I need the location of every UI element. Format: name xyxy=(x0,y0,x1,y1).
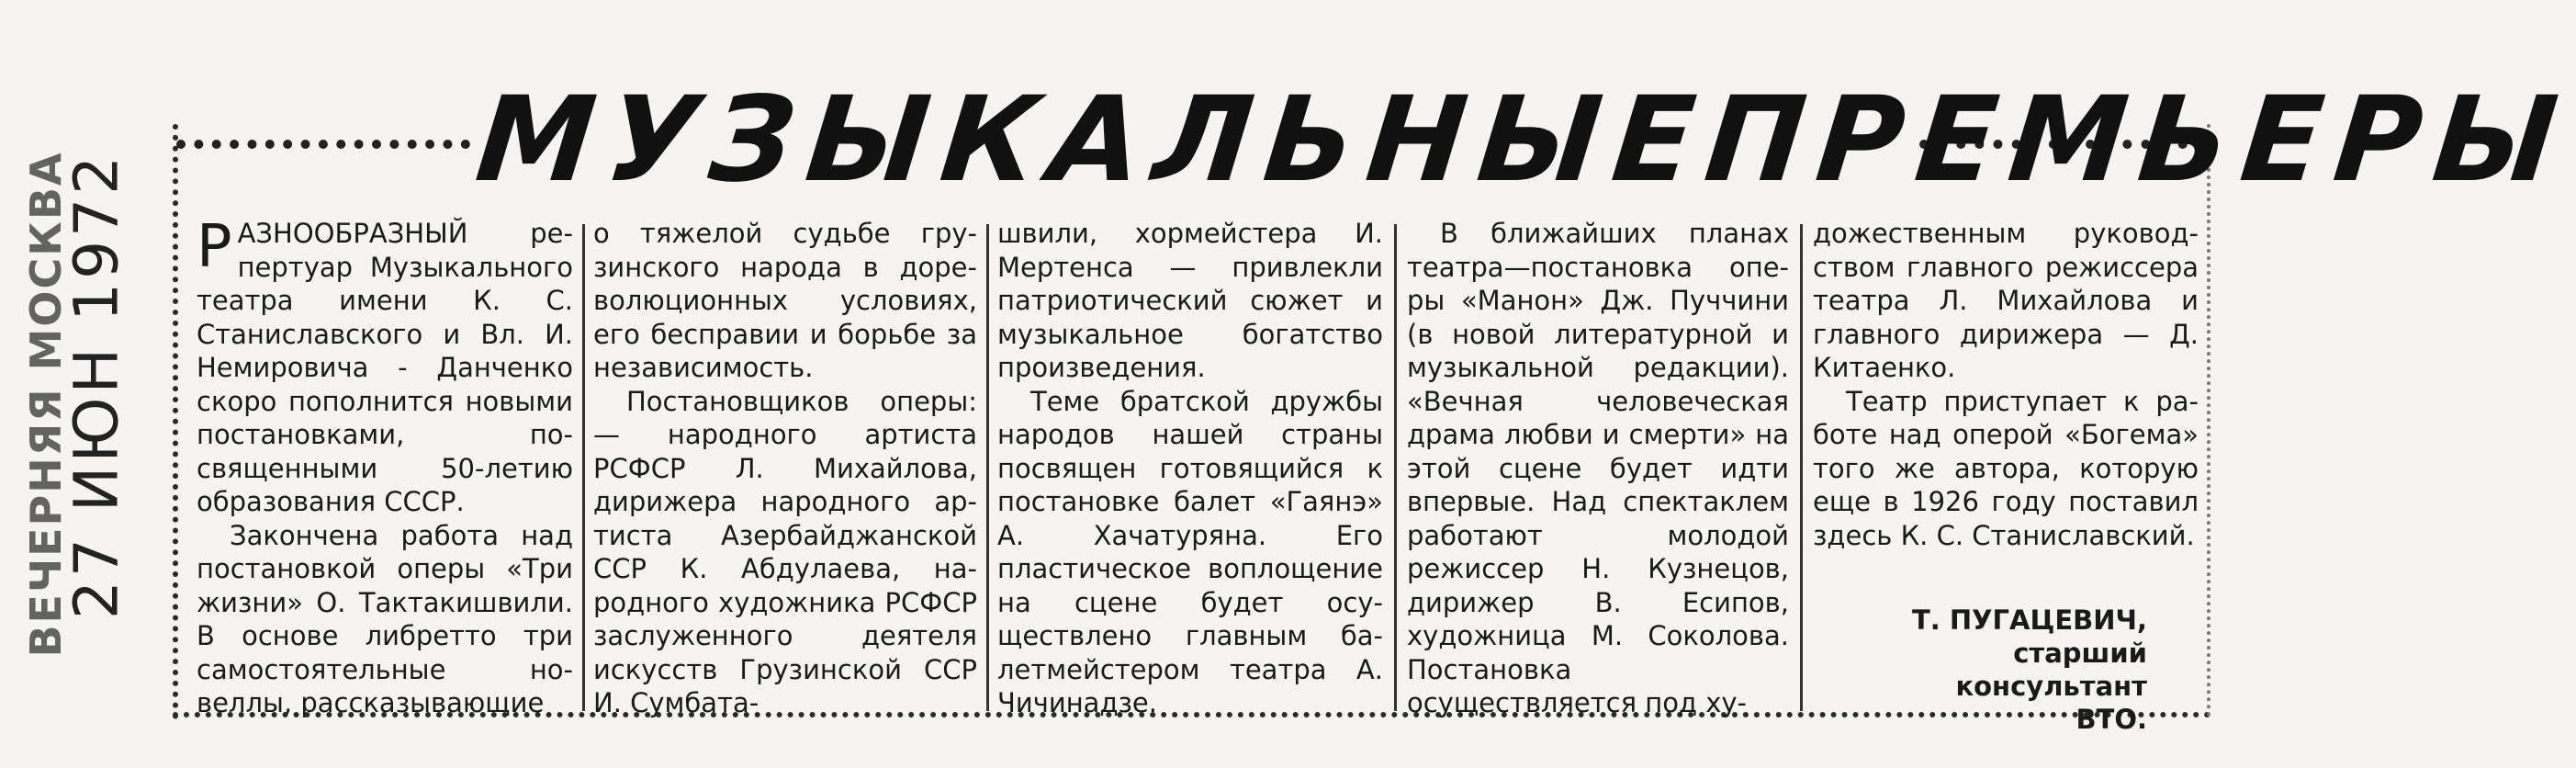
column-divider xyxy=(1800,224,1803,711)
stamp-date: 27 ИЮН 1972 xyxy=(61,152,132,620)
article-column-3 xyxy=(997,217,1383,718)
frame-right-rule xyxy=(2207,124,2210,717)
column-divider xyxy=(582,224,585,711)
headline-rule-left xyxy=(176,140,470,149)
author-name: Т. ПУГАЦЕВИЧ, xyxy=(1912,604,2147,636)
article-headline xyxy=(470,71,2576,209)
article-body xyxy=(197,213,2199,735)
column-3-paragraph-1: швили, хормейстера И. Мертенса — привлекли патриотический сюжет и музыкальное богатство произведения. xyxy=(997,218,1383,383)
article-column-4 xyxy=(1407,217,1789,718)
newspaper-stamp: ВЕЧЕРНЯЯ МОСКВА xyxy=(21,151,71,658)
column-divider xyxy=(986,224,989,711)
article-column-5 xyxy=(1813,217,2199,735)
article-column-1 xyxy=(197,213,573,718)
column-1-paragraph-2: Закончена работа над постановкой оперы «Три жизни» О. Тактакишвили. В основе либретто три самостоятельные новеллы, рассказывающие xyxy=(197,519,573,718)
author-signature xyxy=(1813,604,2199,736)
column-2-paragraph-1: о тяжелой судьбе грузинского народа в дореволюционных условиях, его бесправии и борьбе за независимость. xyxy=(593,218,977,383)
drop-cap: Р xyxy=(197,213,232,281)
column-divider xyxy=(1394,224,1397,711)
author-title: старший консультант xyxy=(1955,638,2147,702)
headline-word-2: ПРЕМЬЕРЫ xyxy=(1699,71,2576,209)
column-2-paragraph-2: Постановщиков оперы: — народного артиста РСФСР Л. Михайлова, дирижера народного артиста Азербайджанской ССР К. Абдулаева, народного художника РСФСР заслуженного деятеля искусств Грузинской ССР И. Сумбата- xyxy=(593,385,977,718)
article-column-2 xyxy=(593,217,977,718)
column-3-paragraph-2: Теме братской дружбы народов нашей страны посвящен готовящийся к постановке балет «Гаянэ» А. Хачатуряна. Его пластическое воплощение на сцене будет осуществлено главным балетмейстером театра А. Чичинадзе. xyxy=(997,385,1383,718)
date-stamp xyxy=(9,18,184,753)
column-5-paragraph-1: дожественным руководством главного режиссера театра Л. Михайлова и главного дирижера — Д. Китаенко. xyxy=(1813,218,2199,383)
column-5-paragraph-2: Театр приступает к работе над оперой «Богема» того же автора, которую еще в 1926 году поставил здесь К. С. Станиславский. xyxy=(1813,385,2199,551)
author-organization: ВТО. xyxy=(2075,704,2147,735)
column-1-paragraph-1: РАЗНООБРАЗНЫЙ репертуар Музыкального театра имени К. С. Станиславского и Вл. И. Немировича - Данченко скоро пополнится новыми постановками, посвященными 50-летию образования СССР. xyxy=(197,213,573,517)
headline-word-1: МУЗЫКАЛЬНЫЕ xyxy=(470,71,1715,209)
column-4-paragraph-1: В ближайших планах театра—постановка оперы «Манон» Дж. Пуччини (в новой литературной и музыкальной редакции). «Вечная человеческая драма любви и смерти» на этой сцене будет идти впервые. Над спектаклем работают молодой режиссер Н. Кузнецов, дирижер В. Есипов, художница М. Соколова. Постановка осуществляется под ху- xyxy=(1407,218,1789,718)
